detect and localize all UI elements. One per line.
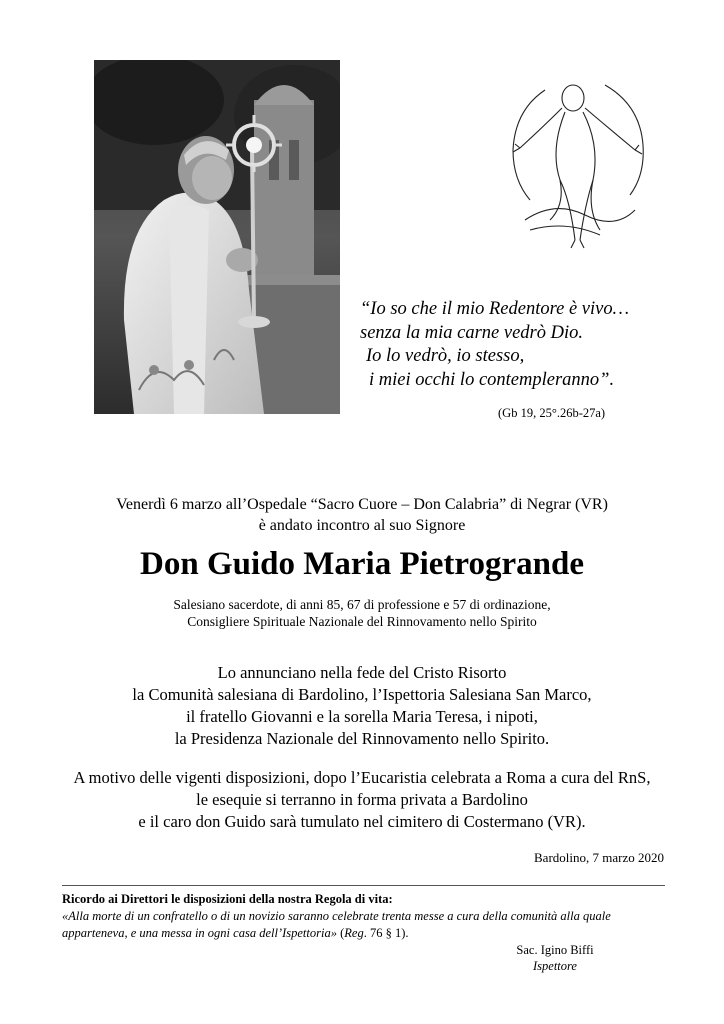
family-line: la Presidenza Nazionale del Rinnovamento nello Spirito. <box>174 729 550 748</box>
regulation-ref-rest: . 76 § 1). <box>363 926 409 940</box>
role-line: Consigliere Spirituale Nazionale del Rinnovamento nello Spirito <box>187 614 537 629</box>
footer-body-line-2 <box>62 926 409 940</box>
quote-line: “Io so che il mio Redentore è vivo… <box>360 299 630 319</box>
signature <box>505 942 605 974</box>
announcement-line: è andato incontro al suo Signore <box>258 517 466 534</box>
family-line: la Comunità salesiana di Bardolino, l’Ispettoria Salesiana San Marco, <box>132 685 592 704</box>
footer-body-line: «Alla morte di un confratello o di un novizio saranno celebrate trenta messe a cura della comunità alla quale <box>62 909 611 923</box>
footer-note <box>62 891 668 942</box>
regulation-abbrev: Reg <box>344 926 364 940</box>
role-line: Salesiano sacerdote, di anni 85, 67 di professione e 57 di ordinazione, <box>173 597 551 612</box>
footer-title: Ricordo ai Direttori le disposizioni della nostra Regola di vita: <box>62 892 393 906</box>
funeral-line: e il caro don Guido sarà tumulato nel cimitero di Costermano (VR). <box>138 812 586 831</box>
deceased-role <box>0 596 724 630</box>
quote-line: i miei occhi lo contempleranno”. <box>369 369 615 390</box>
quote-line: senza la mia carne vedrò Dio. <box>360 322 583 343</box>
risen-christ-drawing <box>505 70 650 250</box>
death-announcement <box>0 494 724 536</box>
scripture-reference: (Gb 19, 25°.26b-27a) <box>498 406 606 420</box>
divider <box>62 885 665 886</box>
deceased-name: Don Guido Maria Pietrogrande <box>140 546 584 582</box>
place-date: Bardolino, 7 marzo 2020 <box>534 850 664 865</box>
funeral-info <box>0 767 724 833</box>
family-line: Lo annunciano nella fede del Cristo Risorto <box>217 663 507 682</box>
announcement-line: Venerdì 6 marzo all’Ospedale “Sacro Cuore – Don Calabria” di Negrar (VR) <box>116 496 608 513</box>
family-announcement <box>0 662 724 750</box>
regulation-ref-open: ( <box>336 926 345 940</box>
signature-title: Ispettore <box>533 959 577 973</box>
family-line: il fratello Giovanni e la sorella Maria Teresa, i nipoti, <box>186 707 538 726</box>
funeral-line: A motivo delle vigenti disposizioni, dopo l’Eucaristia celebrata a Roma a cura del RnS, <box>73 768 651 787</box>
scripture-quote <box>360 298 680 392</box>
funeral-line: le esequie si terranno in forma privata a Bardolino <box>196 790 528 809</box>
footer-body-text: apparteneva, e una messa in ogni casa dell’Ispettoria» <box>62 926 337 940</box>
priest-photo <box>94 60 340 414</box>
signature-name: Sac. Igino Biffi <box>516 943 594 957</box>
quote-line: Io lo vedrò, io stesso, <box>366 346 525 366</box>
